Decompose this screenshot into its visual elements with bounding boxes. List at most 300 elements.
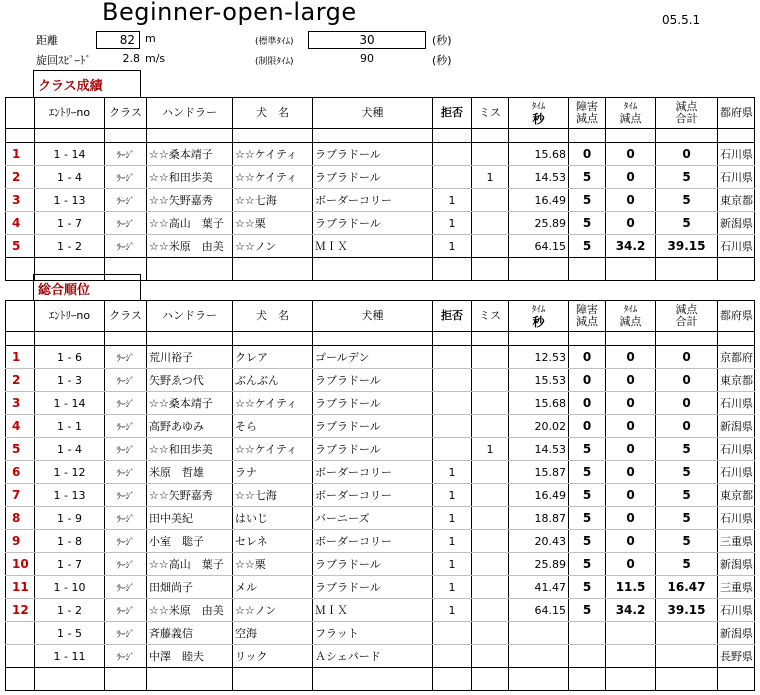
time-penalty-cell bbox=[606, 645, 656, 668]
refusal-cell bbox=[433, 346, 472, 369]
time-penalty-cell: 11.5 bbox=[606, 576, 656, 599]
handler-cell: ☆☆桑本靖子 bbox=[147, 143, 233, 166]
time-cell: 15.68 bbox=[509, 392, 569, 415]
total-penalty-cell: 5 bbox=[656, 507, 718, 530]
rank-cell: 6 bbox=[6, 461, 35, 484]
total-penalty-cell: 0 bbox=[656, 369, 718, 392]
table-row bbox=[6, 212, 755, 235]
class-cell: ﾗｰｼﾞ bbox=[105, 507, 147, 530]
dog-name-cell: メル bbox=[233, 576, 313, 599]
handler-cell: 田畑尚子 bbox=[147, 576, 233, 599]
fault-cell: 0 bbox=[569, 143, 606, 166]
rank-cell: 1 bbox=[6, 346, 35, 369]
header-time: ﾀｲﾑ 秒 bbox=[509, 98, 569, 129]
prefecture-cell: 東京都 bbox=[718, 189, 755, 212]
entry-no-cell: 1 - 10 bbox=[35, 576, 105, 599]
fault-cell: 5 bbox=[569, 212, 606, 235]
standard-time-unit: (秒) bbox=[432, 34, 452, 47]
prefecture-cell: 石川県 bbox=[718, 143, 755, 166]
header-total: 減点 合計 bbox=[656, 301, 718, 332]
entry-no-cell: 1 - 2 bbox=[35, 235, 105, 258]
header-handler: ハンドラー bbox=[147, 98, 233, 129]
class-cell: ﾗｰｼﾞ bbox=[105, 622, 147, 645]
miss-cell bbox=[472, 645, 509, 668]
rank-cell: 3 bbox=[6, 189, 35, 212]
total-penalty-cell: 0 bbox=[656, 346, 718, 369]
header-refusal: 拒否 bbox=[433, 301, 472, 332]
entry-no-cell: 1 - 14 bbox=[35, 143, 105, 166]
dog-name-cell: 空海 bbox=[233, 622, 313, 645]
handler-cell: 高野あゆみ bbox=[147, 415, 233, 438]
distance-label: 距離 bbox=[36, 34, 58, 47]
dog-name-cell: ☆☆七海 bbox=[233, 189, 313, 212]
dog-name-cell: リック bbox=[233, 645, 313, 668]
time-cell: 15.68 bbox=[509, 143, 569, 166]
page-title: Beginner-open-large bbox=[102, 0, 357, 26]
miss-cell bbox=[472, 530, 509, 553]
refusal-cell: 1 bbox=[433, 599, 472, 622]
total-penalty-cell: 5 bbox=[656, 189, 718, 212]
refusal-cell bbox=[433, 415, 472, 438]
spacer-row bbox=[6, 332, 755, 346]
class-cell: ﾗｰｼﾞ bbox=[105, 235, 147, 258]
entry-no-cell: 1 - 14 bbox=[35, 392, 105, 415]
class-cell: ﾗｰｼﾞ bbox=[105, 645, 147, 668]
time-penalty-cell: 0 bbox=[606, 369, 656, 392]
rank-cell: 8 bbox=[6, 507, 35, 530]
fault-cell: 5 bbox=[569, 235, 606, 258]
header-rank bbox=[6, 301, 35, 332]
time-penalty-cell: 0 bbox=[606, 438, 656, 461]
class-results-table bbox=[5, 97, 755, 281]
handler-cell: 中澤 睦夫 bbox=[147, 645, 233, 668]
total-penalty-cell: 0 bbox=[656, 392, 718, 415]
rank-cell: 5 bbox=[6, 438, 35, 461]
breed-cell: ラブラドール bbox=[313, 392, 433, 415]
time-penalty-cell: 0 bbox=[606, 189, 656, 212]
miss-cell bbox=[472, 212, 509, 235]
dog-name-cell: ☆☆ケイティ bbox=[233, 166, 313, 189]
total-penalty-cell: 5 bbox=[656, 530, 718, 553]
prefecture-cell: 石川県 bbox=[718, 235, 755, 258]
breed-cell: ラブラドール bbox=[313, 369, 433, 392]
dog-name-cell: ☆☆七海 bbox=[233, 484, 313, 507]
time-cell: 16.49 bbox=[509, 484, 569, 507]
class-cell: ﾗｰｼﾞ bbox=[105, 484, 147, 507]
entry-no-cell: 1 - 5 bbox=[35, 622, 105, 645]
breed-cell: Ａシェパード bbox=[313, 645, 433, 668]
entry-no-cell: 1 - 6 bbox=[35, 346, 105, 369]
fault-cell: 5 bbox=[569, 166, 606, 189]
dog-name-cell: はいじ bbox=[233, 507, 313, 530]
total-penalty-cell: 0 bbox=[656, 143, 718, 166]
miss-cell bbox=[472, 461, 509, 484]
time-penalty-cell: 34.2 bbox=[606, 599, 656, 622]
time-cell: 20.43 bbox=[509, 530, 569, 553]
time-penalty-cell bbox=[606, 622, 656, 645]
handler-cell: ☆☆米原 由美 bbox=[147, 235, 233, 258]
table-row bbox=[6, 461, 755, 484]
header-time-penalty: ﾀｲﾑ 減点 bbox=[606, 301, 656, 332]
total-penalty-cell: 5 bbox=[656, 461, 718, 484]
time-penalty-cell: 0 bbox=[606, 415, 656, 438]
refusal-cell bbox=[433, 392, 472, 415]
time-cell: 14.53 bbox=[509, 166, 569, 189]
miss-cell bbox=[472, 346, 509, 369]
miss-cell: 1 bbox=[472, 166, 509, 189]
time-cell: 16.49 bbox=[509, 189, 569, 212]
class-cell: ﾗｰｼﾞ bbox=[105, 461, 147, 484]
refusal-cell: 1 bbox=[433, 507, 472, 530]
miss-cell bbox=[472, 143, 509, 166]
entry-no-cell: 1 - 4 bbox=[35, 438, 105, 461]
refusal-cell: 1 bbox=[433, 235, 472, 258]
handler-cell: ☆☆和田歩美 bbox=[147, 166, 233, 189]
miss-cell bbox=[472, 484, 509, 507]
time-cell: 14.53 bbox=[509, 438, 569, 461]
table-row bbox=[6, 392, 755, 415]
table-row bbox=[6, 438, 755, 461]
total-penalty-cell: 39.15 bbox=[656, 235, 718, 258]
fault-cell: 5 bbox=[569, 599, 606, 622]
prefecture-cell: 三重県 bbox=[718, 530, 755, 553]
fault-cell: 0 bbox=[569, 346, 606, 369]
rank-cell: 3 bbox=[6, 392, 35, 415]
table-row bbox=[6, 166, 755, 189]
fault-cell: 5 bbox=[569, 507, 606, 530]
distance-value: 82 bbox=[96, 31, 140, 49]
time-penalty-cell: 0 bbox=[606, 212, 656, 235]
total-penalty-cell: 5 bbox=[656, 553, 718, 576]
class-cell: ﾗｰｼﾞ bbox=[105, 369, 147, 392]
prefecture-cell: 新潟県 bbox=[718, 415, 755, 438]
entry-no-cell: 1 - 4 bbox=[35, 166, 105, 189]
speed-unit: m/s bbox=[145, 52, 166, 65]
handler-cell: 米原 哲雄 bbox=[147, 461, 233, 484]
refusal-cell bbox=[433, 143, 472, 166]
time-cell: 12.53 bbox=[509, 346, 569, 369]
time-cell: 25.89 bbox=[509, 212, 569, 235]
table-row bbox=[6, 346, 755, 369]
rank-cell: 5 bbox=[6, 235, 35, 258]
table-row bbox=[6, 369, 755, 392]
entry-no-cell: 1 - 9 bbox=[35, 507, 105, 530]
entry-no-cell: 1 - 11 bbox=[35, 645, 105, 668]
entry-no-cell: 1 - 12 bbox=[35, 461, 105, 484]
miss-cell bbox=[472, 415, 509, 438]
time-cell: 64.15 bbox=[509, 599, 569, 622]
handler-cell: ☆☆矢野嘉秀 bbox=[147, 484, 233, 507]
table-row bbox=[6, 507, 755, 530]
header-entry: ｴﾝﾄﾘｰno bbox=[35, 98, 105, 129]
entry-no-cell: 1 - 3 bbox=[35, 369, 105, 392]
rank-cell: 2 bbox=[6, 369, 35, 392]
total-penalty-cell: 5 bbox=[656, 212, 718, 235]
time-penalty-cell: 0 bbox=[606, 392, 656, 415]
time-penalty-cell: 0 bbox=[606, 507, 656, 530]
class-cell: ﾗｰｼﾞ bbox=[105, 166, 147, 189]
breed-cell: ラブラドール bbox=[313, 166, 433, 189]
header-dog: 犬 名 bbox=[233, 98, 313, 129]
prefecture-cell: 石川県 bbox=[718, 392, 755, 415]
table-header-row bbox=[6, 301, 755, 332]
dog-name-cell: ぶんぶん bbox=[233, 369, 313, 392]
prefecture-cell: 新潟県 bbox=[718, 622, 755, 645]
dog-name-cell: ☆☆栗 bbox=[233, 212, 313, 235]
header-prefecture: 都府県 bbox=[718, 301, 755, 332]
miss-cell bbox=[472, 576, 509, 599]
fault-cell: 0 bbox=[569, 392, 606, 415]
refusal-cell: 1 bbox=[433, 530, 472, 553]
class-cell: ﾗｰｼﾞ bbox=[105, 530, 147, 553]
time-cell: 64.15 bbox=[509, 235, 569, 258]
limit-time-value: 90 bbox=[360, 52, 374, 65]
time-penalty-cell: 0 bbox=[606, 484, 656, 507]
prefecture-cell: 石川県 bbox=[718, 599, 755, 622]
class-cell: ﾗｰｼﾞ bbox=[105, 212, 147, 235]
breed-cell: ボーダーコリー bbox=[313, 484, 433, 507]
standard-time-value: 30 bbox=[308, 31, 426, 49]
fault-cell: 5 bbox=[569, 461, 606, 484]
fault-cell bbox=[569, 645, 606, 668]
header-time-penalty: ﾀｲﾑ 減点 bbox=[606, 98, 656, 129]
rank-cell bbox=[6, 622, 35, 645]
handler-cell: 矢野ゑつ代 bbox=[147, 369, 233, 392]
breed-cell: ＭＩＸ bbox=[313, 599, 433, 622]
total-penalty-cell: 5 bbox=[656, 484, 718, 507]
class-cell: ﾗｰｼﾞ bbox=[105, 415, 147, 438]
entry-no-cell: 1 - 7 bbox=[35, 553, 105, 576]
dog-name-cell: ☆☆ケイティ bbox=[233, 438, 313, 461]
handler-cell: 田中美紀 bbox=[147, 507, 233, 530]
handler-cell: ☆☆米原 由美 bbox=[147, 599, 233, 622]
refusal-cell: 1 bbox=[433, 484, 472, 507]
breed-cell: ラブラドール bbox=[313, 143, 433, 166]
refusal-cell: 1 bbox=[433, 576, 472, 599]
rank-cell: 1 bbox=[6, 143, 35, 166]
class-cell: ﾗｰｼﾞ bbox=[105, 346, 147, 369]
refusal-cell bbox=[433, 166, 472, 189]
event-date: 05.5.1 bbox=[662, 13, 701, 27]
time-cell: 15.53 bbox=[509, 369, 569, 392]
fault-cell: 5 bbox=[569, 530, 606, 553]
prefecture-cell: 三重県 bbox=[718, 576, 755, 599]
miss-cell bbox=[472, 599, 509, 622]
class-cell: ﾗｰｼﾞ bbox=[105, 189, 147, 212]
entry-no-cell: 1 - 2 bbox=[35, 599, 105, 622]
fault-cell: 5 bbox=[569, 189, 606, 212]
dog-name-cell: ☆☆ノン bbox=[233, 599, 313, 622]
table-row bbox=[6, 484, 755, 507]
rank-cell: 2 bbox=[6, 166, 35, 189]
prefecture-cell: 石川県 bbox=[718, 461, 755, 484]
time-cell bbox=[509, 645, 569, 668]
time-cell bbox=[509, 622, 569, 645]
fault-cell: 5 bbox=[569, 438, 606, 461]
refusal-cell bbox=[433, 369, 472, 392]
table-row bbox=[6, 143, 755, 166]
table-row bbox=[6, 189, 755, 212]
handler-cell: 荒川裕子 bbox=[147, 346, 233, 369]
speed-label: 旋回ｽﾋﾟｰﾄﾞ bbox=[36, 54, 91, 67]
limit-time-label: (制限ﾀｲﾑ) bbox=[255, 57, 294, 67]
rank-cell bbox=[6, 645, 35, 668]
handler-cell: ☆☆高山 葉子 bbox=[147, 212, 233, 235]
time-penalty-cell: 0 bbox=[606, 461, 656, 484]
dog-name-cell: ラナ bbox=[233, 461, 313, 484]
standard-time-label: (標準ﾀｲﾑ) bbox=[255, 37, 294, 47]
breed-cell: ラブラドール bbox=[313, 438, 433, 461]
refusal-cell: 1 bbox=[433, 212, 472, 235]
prefecture-cell: 新潟県 bbox=[718, 212, 755, 235]
prefecture-cell: 京都府 bbox=[718, 346, 755, 369]
breed-cell: ラブラドール bbox=[313, 576, 433, 599]
breed-cell: ボーダーコリー bbox=[313, 530, 433, 553]
entry-no-cell: 1 - 8 bbox=[35, 530, 105, 553]
total-penalty-cell: 16.47 bbox=[656, 576, 718, 599]
table-row bbox=[6, 235, 755, 258]
table-header-row bbox=[6, 98, 755, 129]
time-penalty-cell: 0 bbox=[606, 530, 656, 553]
class-cell: ﾗｰｼﾞ bbox=[105, 143, 147, 166]
breed-cell: フラット bbox=[313, 622, 433, 645]
entry-no-cell: 1 - 13 bbox=[35, 189, 105, 212]
miss-cell bbox=[472, 622, 509, 645]
time-penalty-cell: 0 bbox=[606, 166, 656, 189]
prefecture-cell: 東京都 bbox=[718, 369, 755, 392]
dog-name-cell: ☆☆栗 bbox=[233, 553, 313, 576]
breed-cell: ゴールデン bbox=[313, 346, 433, 369]
header-breed: 犬種 bbox=[313, 98, 433, 129]
breed-cell: ボーダーコリー bbox=[313, 461, 433, 484]
handler-cell: ☆☆矢野嘉秀 bbox=[147, 189, 233, 212]
fault-cell: 5 bbox=[569, 553, 606, 576]
total-penalty-cell bbox=[656, 645, 718, 668]
class-results-heading: クラス成績 bbox=[33, 70, 141, 98]
total-penalty-cell: 0 bbox=[656, 415, 718, 438]
header-fault: 障害 減点 bbox=[569, 98, 606, 129]
dog-name-cell: セレネ bbox=[233, 530, 313, 553]
miss-cell bbox=[472, 235, 509, 258]
prefecture-cell: 東京都 bbox=[718, 484, 755, 507]
header-prefecture: 都府県 bbox=[718, 98, 755, 129]
prefecture-cell: 新潟県 bbox=[718, 553, 755, 576]
prefecture-cell: 長野県 bbox=[718, 645, 755, 668]
handler-cell: 斉藤義信 bbox=[147, 622, 233, 645]
refusal-cell: 1 bbox=[433, 553, 472, 576]
refusal-cell: 1 bbox=[433, 189, 472, 212]
rank-cell: 4 bbox=[6, 415, 35, 438]
time-penalty-cell: 0 bbox=[606, 553, 656, 576]
header-entry: ｴﾝﾄﾘｰno bbox=[35, 301, 105, 332]
dog-name-cell: クレア bbox=[233, 346, 313, 369]
fault-cell: 5 bbox=[569, 484, 606, 507]
breed-cell: バーニーズ bbox=[313, 507, 433, 530]
speed-value: 2.8 bbox=[122, 52, 140, 65]
miss-cell bbox=[472, 369, 509, 392]
header-dog: 犬 名 bbox=[233, 301, 313, 332]
rank-cell: 10 bbox=[6, 553, 35, 576]
miss-cell bbox=[472, 507, 509, 530]
header-rank bbox=[6, 98, 35, 129]
header-miss: ミス bbox=[472, 98, 509, 129]
breed-cell: ＭＩＸ bbox=[313, 235, 433, 258]
class-cell: ﾗｰｼﾞ bbox=[105, 553, 147, 576]
refusal-cell bbox=[433, 438, 472, 461]
fault-cell: 0 bbox=[569, 369, 606, 392]
miss-cell bbox=[472, 189, 509, 212]
time-penalty-cell: 0 bbox=[606, 143, 656, 166]
breed-cell: ラブラドール bbox=[313, 553, 433, 576]
handler-cell: ☆☆和田歩美 bbox=[147, 438, 233, 461]
fault-cell bbox=[569, 622, 606, 645]
entry-no-cell: 1 - 13 bbox=[35, 484, 105, 507]
limit-time-unit: (秒) bbox=[432, 54, 452, 67]
refusal-cell: 1 bbox=[433, 461, 472, 484]
miss-cell: 1 bbox=[472, 438, 509, 461]
header-class: クラス bbox=[105, 301, 147, 332]
class-cell: ﾗｰｼﾞ bbox=[105, 576, 147, 599]
class-cell: ﾗｰｼﾞ bbox=[105, 599, 147, 622]
handler-cell: 小室 聡子 bbox=[147, 530, 233, 553]
dog-name-cell: そら bbox=[233, 415, 313, 438]
overall-results-table bbox=[5, 300, 755, 691]
overall-results-heading: 総合順位 bbox=[33, 274, 141, 301]
time-cell: 41.47 bbox=[509, 576, 569, 599]
refusal-cell bbox=[433, 622, 472, 645]
class-cell: ﾗｰｼﾞ bbox=[105, 438, 147, 461]
rank-cell: 11 bbox=[6, 576, 35, 599]
header-time: ﾀｲﾑ 秒 bbox=[509, 301, 569, 332]
prefecture-cell: 石川県 bbox=[718, 438, 755, 461]
breed-cell: ラブラドール bbox=[313, 415, 433, 438]
entry-no-cell: 1 - 7 bbox=[35, 212, 105, 235]
header-breed: 犬種 bbox=[313, 301, 433, 332]
class-cell: ﾗｰｼﾞ bbox=[105, 392, 147, 415]
table-row bbox=[6, 645, 755, 668]
header-miss: ミス bbox=[472, 301, 509, 332]
time-cell: 18.87 bbox=[509, 507, 569, 530]
fault-cell: 5 bbox=[569, 576, 606, 599]
miss-cell bbox=[472, 392, 509, 415]
rank-cell: 4 bbox=[6, 212, 35, 235]
rank-cell: 7 bbox=[6, 484, 35, 507]
miss-cell bbox=[472, 553, 509, 576]
handler-cell: ☆☆高山 葉子 bbox=[147, 553, 233, 576]
spacer-row bbox=[6, 129, 755, 143]
entry-no-cell: 1 - 1 bbox=[35, 415, 105, 438]
prefecture-cell: 石川県 bbox=[718, 507, 755, 530]
dog-name-cell: ☆☆ノン bbox=[233, 235, 313, 258]
total-penalty-cell: 39.15 bbox=[656, 599, 718, 622]
total-penalty-cell bbox=[656, 622, 718, 645]
table-row bbox=[6, 530, 755, 553]
table-row bbox=[6, 553, 755, 576]
table-row bbox=[6, 622, 755, 645]
dog-name-cell: ☆☆ケイティ bbox=[233, 143, 313, 166]
table-row bbox=[6, 415, 755, 438]
table-row bbox=[6, 576, 755, 599]
dog-name-cell: ☆☆ケイティ bbox=[233, 392, 313, 415]
time-cell: 25.89 bbox=[509, 553, 569, 576]
prefecture-cell: 石川県 bbox=[718, 166, 755, 189]
time-penalty-cell: 34.2 bbox=[606, 235, 656, 258]
header-fault: 障害 減点 bbox=[569, 301, 606, 332]
table-row bbox=[6, 599, 755, 622]
time-penalty-cell: 0 bbox=[606, 346, 656, 369]
total-penalty-cell: 5 bbox=[656, 438, 718, 461]
refusal-cell bbox=[433, 645, 472, 668]
